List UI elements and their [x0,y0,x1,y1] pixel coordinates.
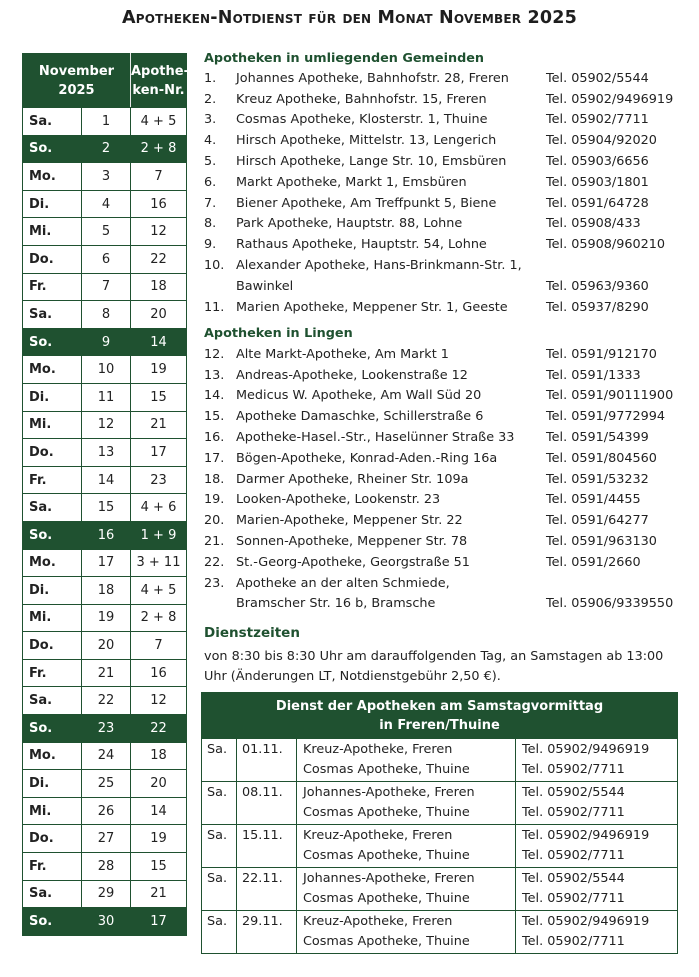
calendar-row [23,218,187,246]
calendar-row [23,328,187,356]
pharmacy-number: 20. [204,513,225,529]
pharmacy-list-item [204,68,684,89]
day-cell: 24 [82,742,131,770]
saturday-date: 08.11. [237,782,297,825]
saturday-header-row [202,693,678,739]
pharmacy-number-cell: 12 [131,687,187,715]
calendar-row [23,163,187,191]
day-cell: 2 [82,135,131,163]
weekday-cell: Di. [23,190,82,218]
weekday-cell: Sa. [23,108,82,136]
pharmacy-name-address: Apotheke-Hasel.-Str., Haselünner Straße 33 [236,430,515,446]
day-cell: 7 [82,273,131,301]
pharmacy-phone: Tel. 0591/64728 [546,195,649,211]
day-cell: 17 [82,549,131,577]
weekday-cell: Di. [23,577,82,605]
pharmacy-name-address: Johannes Apotheke, Bahnhofstr. 28, Freren [236,70,509,86]
pharmacy-list-item [204,297,684,318]
pharmacy-number: 4. [204,133,217,149]
pharmacy-number-cell: 14 [131,328,187,356]
calendar-row [23,880,187,908]
saturday-date: 29.11. [237,911,297,954]
calendar-row [23,797,187,825]
pharmacy-phone: Tel. 05937/8290 [546,299,649,315]
pharmacy-list-item [204,234,684,255]
pharmacy-number-cell: 19 [131,825,187,853]
pharmacy-phone: Tel. 05903/1801 [546,174,649,190]
saturday-pharmacy-name: Cosmas Apotheke, Thuine [303,891,470,906]
calendar-row [23,135,187,163]
pharmacy-number-cell: 17 [131,439,187,467]
calendar-header-pharmacy-number [131,54,187,108]
pharmacy-phone: Tel. 05963/9360 [546,278,649,294]
pharmacy-number-cell: 18 [131,273,187,301]
saturday-pharmacy-name: Johannes-Apotheke, Freren [303,785,475,800]
pharmacy-list-item [204,552,684,573]
pharmacy-list-item [204,386,684,407]
pharmacy-number-cell: 7 [131,163,187,191]
pharmacy-number-cell: 4 + 5 [131,577,187,605]
saturday-pharmacy-phone: Tel. 05902/5544 [522,871,625,886]
pharmacy-list-item [204,448,684,469]
day-cell: 8 [82,301,131,329]
saturday-phones [516,911,678,954]
header-month-label: November [38,63,115,79]
pharmacy-phone: Tel. 0591/90111900 [546,388,674,404]
weekday-cell: So. [23,715,82,743]
pharmacy-phone: Tel. 05902/7711 [546,112,649,128]
weekday-cell: Sa. [23,880,82,908]
day-cell: 20 [82,632,131,660]
pharmacy-phone: Tel. 0591/53232 [546,471,649,487]
weekday-cell: Fr. [23,853,82,881]
saturday-pharmacies [297,868,516,911]
calendar-header-month [23,54,131,108]
day-cell: 16 [82,521,131,549]
calendar-row [23,577,187,605]
pharmacy-number-cell: 14 [131,797,187,825]
calendar-row [23,108,187,136]
saturday-pharmacy-name: Cosmas Apotheke, Thuine [303,934,470,949]
saturday-title-line-1: Dienst der Apotheken am Samstagvormittag [275,698,604,714]
pharmacy-list-item [204,255,684,276]
day-cell: 3 [82,163,131,191]
pharmacy-name-address: Marien Apotheke, Meppener Str. 1, Geeste [236,299,508,315]
pharmacy-number-cell: 20 [131,301,187,329]
pharmacy-number-cell: 21 [131,411,187,439]
calendar-row [23,301,187,329]
pharmacy-phone: Tel. 05908/960210 [546,237,666,253]
hours-text: von 8:30 bis 8:30 Uhr am darauffolgenden Tag, an Samstagen ab 13:00 Uhr (Änderungen LT, Notdienstgebühr 2,50 €). [204,649,664,684]
day-cell: 15 [82,494,131,522]
pharmacy-phone: Tel. 0591/1333 [546,367,641,383]
pharmacy-list-item [204,110,684,131]
pharmacy-number-cell: 4 + 5 [131,108,187,136]
pharmacy-number-cell: 3 + 11 [131,549,187,577]
pharmacy-number: 15. [204,409,225,425]
calendar-row [23,825,187,853]
weekday-cell: So. [23,521,82,549]
weekday-cell: Mo. [23,742,82,770]
hours-heading: Dienstzeiten [204,625,300,641]
header-year-label: 2025 [58,82,95,98]
saturday-service-table [201,692,678,954]
saturday-weekday: Sa. [202,825,237,868]
saturday-pharmacy-phone: Tel. 05902/7711 [522,891,625,906]
pharmacy-list-item [204,406,684,427]
pharmacy-number-cell: 22 [131,245,187,273]
pharmacy-number: 11. [204,299,225,315]
pharmacy-number: 19. [204,492,225,508]
pharmacy-list-item [204,214,684,235]
pharmacy-phone: Tel. 05903/6656 [546,154,649,170]
weekday-cell: Do. [23,439,82,467]
day-cell: 28 [82,853,131,881]
calendar-row [23,466,187,494]
pharmacy-name-address: Markt Apotheke, Markt 1, Emsbüren [236,174,467,190]
pharmacy-name-address: Kreuz Apotheke, Bahnhofstr. 15, Freren [236,91,487,107]
pharmacy-name-address: St.-Georg-Apotheke, Georgstraße 51 [236,554,470,570]
saturday-date: 01.11. [237,739,297,782]
saturday-weekday: Sa. [202,739,237,782]
weekday-cell: Fr. [23,466,82,494]
day-cell: 5 [82,218,131,246]
pharmacy-list-item [204,193,684,214]
calendar-row [23,632,187,660]
pharmacy-phone: Tel. 05902/5544 [546,70,649,86]
day-cell: 4 [82,190,131,218]
pharmacy-number-cell: 4 + 6 [131,494,187,522]
saturday-row [202,868,678,911]
pharmacy-name-address: Darmer Apotheke, Rheiner Str. 109a [236,471,469,487]
saturday-row [202,782,678,825]
pharmacy-list-item [204,594,684,615]
pharmacy-number: 12. [204,346,225,362]
pharmacy-number: 5. [204,154,217,170]
calendar-row [23,273,187,301]
pharmacy-phone: Tel. 0591/54399 [546,430,649,446]
calendar-row [23,742,187,770]
calendar-row [23,494,187,522]
pharmacy-name-address: Hirsch Apotheke, Mittelstr. 13, Lengerich [236,133,497,149]
pharmacy-number-cell: 2 + 8 [131,135,187,163]
saturday-weekday: Sa. [202,911,237,954]
day-cell: 22 [82,687,131,715]
pharmacy-list-item [204,365,684,386]
pharmacy-number: 18. [204,471,225,487]
weekday-cell: So. [23,328,82,356]
pharmacy-name-address: Looken-Apotheke, Lookenstr. 23 [236,492,441,508]
saturday-pharmacy-name: Johannes-Apotheke, Freren [303,871,475,886]
calendar-row [23,383,187,411]
pharmacy-name-address: Cosmas Apotheke, Klosterstr. 1, Thuine [236,112,488,128]
saturday-pharmacy-name: Cosmas Apotheke, Thuine [303,805,470,820]
pharmacy-name-address: Biener Apotheke, Am Treffpunkt 5, Biene [236,195,497,211]
saturday-phones [516,825,678,868]
calendar-row [23,659,187,687]
saturday-pharmacies [297,911,516,954]
pharmacy-number-cell: 21 [131,880,187,908]
saturday-title-line-2: in Freren/Thuine [379,717,500,733]
pharmacy-list-item [204,469,684,490]
pharmacy-number-cell: 16 [131,659,187,687]
pharmacy-number-cell: 7 [131,632,187,660]
saturday-weekday: Sa. [202,868,237,911]
saturday-weekday: Sa. [202,782,237,825]
pharmacy-number: 6. [204,174,217,190]
calendar-row [23,356,187,384]
calendar-table [22,53,187,936]
pharmacy-phone: Tel. 05904/92020 [546,133,657,149]
pharmacy-number-cell: 20 [131,770,187,798]
pharmacy-number: 7. [204,195,217,211]
weekday-cell: Mi. [23,797,82,825]
pharmacy-number: 13. [204,367,225,383]
pharmacy-name-address: Medicus W. Apotheke, Am Wall Süd 20 [236,388,482,404]
day-cell: 9 [82,328,131,356]
saturday-pharmacies [297,739,516,782]
day-cell: 27 [82,825,131,853]
surrounding-list [204,68,684,318]
saturday-pharmacy-name: Kreuz-Apotheke, Freren [303,742,453,757]
weekday-cell: Mi. [23,218,82,246]
day-cell: 29 [82,880,131,908]
pharmacy-list-item [204,89,684,110]
weekday-cell: Mi. [23,411,82,439]
pharmacy-name-address: Hirsch Apotheke, Lange Str. 10, Emsbüren [236,154,507,170]
pharmacy-name-address: Alte Markt-Apotheke, Am Markt 1 [236,346,449,362]
saturday-table-title [202,693,678,739]
pharmacy-number-cell: 18 [131,742,187,770]
pharmacy-name-address: Bögen-Apotheke, Konrad-Aden.-Ring 16a [236,450,498,466]
pharmacy-list-item [204,573,684,594]
calendar-row [23,190,187,218]
day-cell: 12 [82,411,131,439]
pharmacy-number: 9. [204,237,217,253]
lingen-heading: Apotheken in Lingen [204,326,353,341]
header-pharm-label-2: ken-Nr. [132,82,185,98]
pharmacy-number-cell: 17 [131,908,187,936]
calendar-row [23,521,187,549]
saturday-pharmacy-name: Cosmas Apotheke, Thuine [303,762,470,777]
weekday-cell: So. [23,135,82,163]
weekday-cell: Fr. [23,273,82,301]
saturday-pharmacy-phone: Tel. 05902/5544 [522,785,625,800]
saturday-row [202,825,678,868]
pharmacy-number-cell: 22 [131,715,187,743]
pharmacy-name-address: Bawinkel [236,278,294,294]
day-cell: 19 [82,604,131,632]
calendar-row [23,604,187,632]
pharmacy-list-item [204,172,684,193]
calendar-row [23,770,187,798]
day-cell: 23 [82,715,131,743]
pharmacy-phone: Tel. 0591/9772994 [546,409,666,425]
weekday-cell: Di. [23,383,82,411]
calendar-header-row [23,54,187,108]
pharmacy-name-address: Sonnen-Apotheke, Meppener Str. 78 [236,534,468,550]
weekday-cell: Mo. [23,549,82,577]
weekday-cell: Do. [23,632,82,660]
saturday-pharmacy-name: Cosmas Apotheke, Thuine [303,848,470,863]
pharmacy-phone: Tel. 05902/9496919 [546,91,674,107]
pharmacy-number: 10. [204,258,225,274]
weekday-cell: Sa. [23,301,82,329]
surrounding-heading: Apotheken in umliegenden Gemeinden [204,51,485,66]
saturday-pharmacy-phone: Tel. 05902/9496919 [522,914,650,929]
calendar-row [23,439,187,467]
saturday-date: 22.11. [237,868,297,911]
pharmacy-list-item [204,344,684,365]
calendar-row [23,715,187,743]
pharmacy-number: 8. [204,216,217,232]
weekday-cell: Do. [23,825,82,853]
pharmacy-number: 3. [204,112,217,128]
weekday-cell: Sa. [23,687,82,715]
saturday-pharmacy-phone: Tel. 05902/9496919 [522,742,650,757]
pharmacy-name-address: Andreas-Apotheke, Lookenstraße 12 [236,367,468,383]
weekday-cell: Mo. [23,163,82,191]
weekday-cell: Fr. [23,659,82,687]
saturday-pharmacies [297,782,516,825]
saturday-pharmacies [297,825,516,868]
header-pharm-label-1: Apothe- [131,63,189,79]
pharmacy-phone: Tel. 0591/963130 [546,534,657,550]
day-cell: 21 [82,659,131,687]
pharmacy-number-cell: 16 [131,190,187,218]
pharmacy-phone: Tel. 05908/433 [546,216,641,232]
saturday-pharmacy-phone: Tel. 05902/9496919 [522,828,650,843]
pharmacy-name-address: Bramscher Str. 16 b, Bramsche [236,596,436,612]
calendar-row [23,908,187,936]
weekday-cell: Di. [23,770,82,798]
weekday-cell: So. [23,908,82,936]
saturday-pharmacy-name: Kreuz-Apotheke, Freren [303,914,453,929]
calendar-row [23,687,187,715]
weekday-cell: Sa. [23,494,82,522]
pharmacy-number: 2. [204,91,217,107]
pharmacy-number: 14. [204,388,225,404]
pharmacy-name-address: Apotheke an der alten Schmiede, [236,575,450,591]
pharmacy-list-item [204,510,684,531]
page-title: Apotheken-Notdienst für den Monat November 2025 [122,8,577,28]
pharmacy-list-item [204,531,684,552]
day-cell: 6 [82,245,131,273]
day-cell: 25 [82,770,131,798]
pharmacy-phone: Tel. 0591/2660 [546,554,641,570]
pharmacy-number: 22. [204,554,225,570]
pharmacy-number: 16. [204,430,225,446]
pharmacy-phone: Tel. 05906/9339550 [546,596,674,612]
saturday-pharmacy-phone: Tel. 05902/7711 [522,805,625,820]
day-cell: 30 [82,908,131,936]
day-cell: 11 [82,383,131,411]
pharmacy-list-item [204,427,684,448]
day-cell: 1 [82,108,131,136]
saturday-pharmacy-phone: Tel. 05902/7711 [522,934,625,949]
day-cell: 10 [82,356,131,384]
pharmacy-name-address: Alexander Apotheke, Hans-Brinkmann-Str. 1, [236,258,522,274]
pharmacy-number-cell: 15 [131,383,187,411]
saturday-pharmacy-phone: Tel. 05902/7711 [522,762,625,777]
pharmacy-name-address: Marien-Apotheke, Meppener Str. 22 [236,513,463,529]
calendar-row [23,411,187,439]
pharmacy-list-item [204,130,684,151]
pharmacy-name-address: Apotheke Damaschke, Schillerstraße 6 [236,409,484,425]
saturday-row [202,739,678,782]
pharmacy-list-item [204,151,684,172]
calendar-row [23,245,187,273]
pharmacy-number: 23. [204,575,225,591]
day-cell: 18 [82,577,131,605]
pharmacy-number: 21. [204,534,225,550]
pharmacy-number-cell: 23 [131,466,187,494]
pharmacy-phone: Tel. 0591/4455 [546,492,641,508]
saturday-pharmacy-phone: Tel. 05902/7711 [522,848,625,863]
pharmacy-number: 1. [204,70,217,86]
pharmacy-number-cell: 12 [131,218,187,246]
weekday-cell: Mi. [23,604,82,632]
weekday-cell: Mo. [23,356,82,384]
saturday-phones [516,782,678,825]
weekday-cell: Do. [23,245,82,273]
lingen-list [204,344,684,614]
pharmacy-phone: Tel. 0591/64277 [546,513,649,529]
pharmacy-name-address: Rathaus Apotheke, Hauptstr. 54, Lohne [236,237,487,253]
pharmacy-number-cell: 19 [131,356,187,384]
saturday-pharmacy-name: Kreuz-Apotheke, Freren [303,828,453,843]
pharmacy-number-cell: 15 [131,853,187,881]
calendar-row [23,853,187,881]
pharmacy-number: 17. [204,450,225,466]
pharmacy-name-address: Park Apotheke, Hauptstr. 88, Lohne [236,216,463,232]
pharmacy-phone: Tel. 0591/912170 [546,346,657,362]
day-cell: 26 [82,797,131,825]
day-cell: 14 [82,466,131,494]
calendar-row [23,549,187,577]
day-cell: 13 [82,439,131,467]
saturday-phones [516,739,678,782]
saturday-phones [516,868,678,911]
saturday-date: 15.11. [237,825,297,868]
pharmacy-number-cell: 1 + 9 [131,521,187,549]
saturday-row [202,911,678,954]
pharmacy-list-item [204,276,684,297]
pharmacy-list-item [204,490,684,511]
pharmacy-phone: Tel. 0591/804560 [546,450,657,466]
pharmacy-number-cell: 2 + 8 [131,604,187,632]
